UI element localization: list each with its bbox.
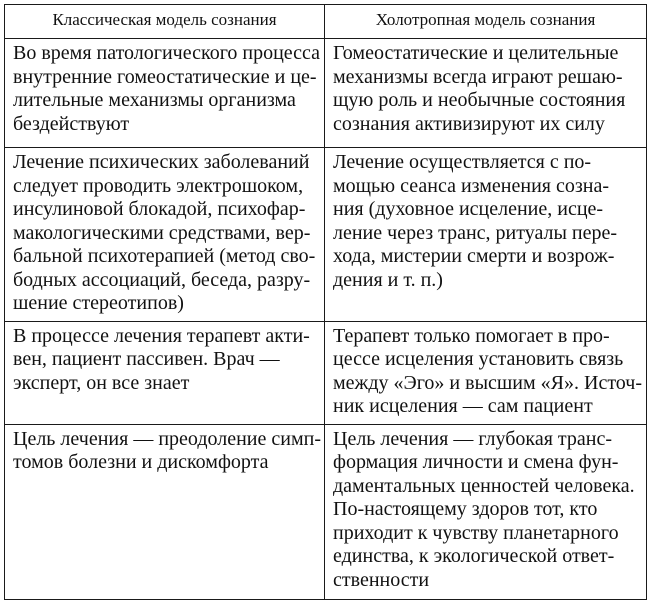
cell-holotropic: Цель лечения — глубокая транс- формация личности и смена фун- даментальных ценностей человека. По-настоящему здоров тот, кто приходит к чувству планетарного единства, к экологической ответ- ственности: [325, 424, 647, 599]
cell-classic: Цель лечения — преодоление симп- томов болезни и дискомфорта: [5, 424, 325, 599]
cell-classic: Во время патологического процесса внутренние гомеостатические и це- лительные механизмы организма бездействуют: [5, 39, 325, 148]
header-classic: Классическая модель сознания: [5, 5, 325, 39]
cell-holotropic: Лечение осуществляется с по- мощью сеанса изменения созна- ния (духовное исцеление, исце- ление через транс, ритуалы пере- хода, мистерии смерти и возрож- дения и т. п.): [325, 148, 647, 322]
cell-classic: Лечение психических заболеваний следует проводить электрошоком, инсулиновой блокадой, психофар- макологическими средствами, вер- бальной психотерапией (метод сво- бодных ассоциаций, беседа, разру- шение стереотипов): [5, 148, 325, 322]
header-row: [5, 5, 647, 39]
cell-classic: В процессе лечения терапевт акти- вен, пациент пассивен. Врач — эксперт, он все знает: [5, 321, 325, 424]
table-row: [5, 148, 647, 322]
cell-holotropic: Терапевт только помогает в про- цессе исцеления установить связь между «Эго» и высшим «Я». Источ- ник исцеления — сам пациент: [325, 321, 647, 424]
comparison-table: [4, 4, 647, 600]
header-holotropic: Холотропная модель сознания: [325, 5, 647, 39]
table-row: [5, 39, 647, 148]
cell-holotropic: Гомеостатические и целительные механизмы всегда играют решаю- щую роль и необычные состояния сознания активизируют их силу: [325, 39, 647, 148]
table-row: [5, 424, 647, 599]
table-row: [5, 321, 647, 424]
